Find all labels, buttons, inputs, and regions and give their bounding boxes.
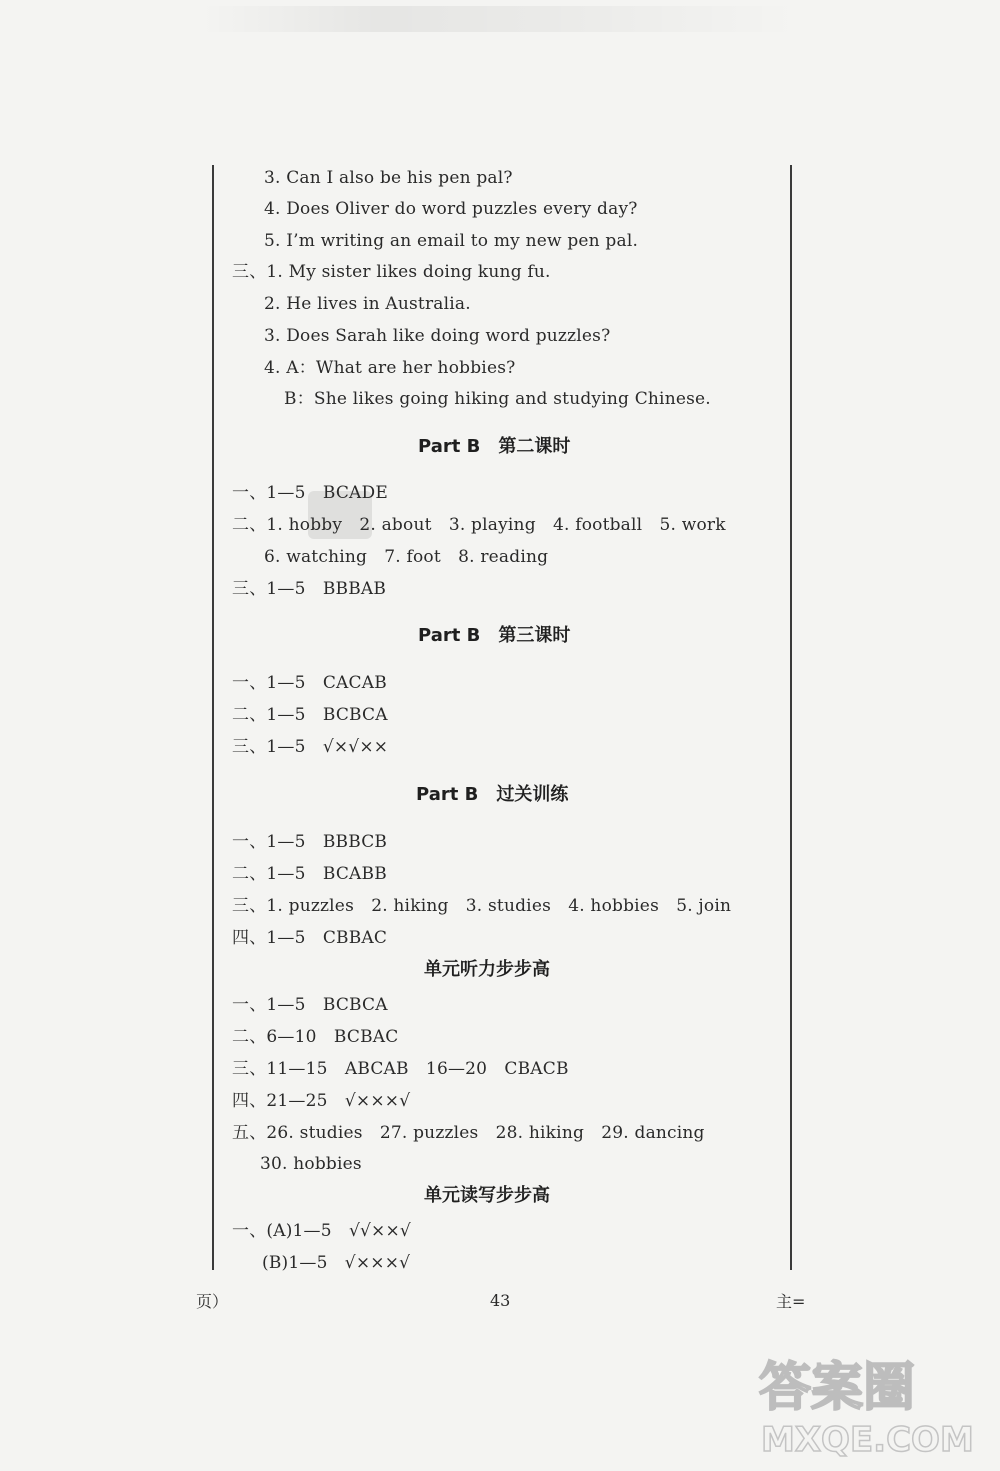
answer-line: 二、1. hobby 2. about 3. playing 4. football 5. work: [232, 515, 726, 535]
answer-line: 2. He lives in Australia.: [264, 294, 471, 314]
answer-line: 5. I’m writing an email to my new pen pal.: [264, 231, 639, 251]
heading-title: 过关训练: [496, 784, 569, 805]
answer-line: 3. Does Sarah like doing word puzzles?: [264, 326, 611, 346]
answer-line: 一、1—5 CACAB: [232, 673, 387, 693]
answer-line: 6. watching 7. foot 8. reading: [264, 547, 549, 567]
section-heading: 单元听力步步高: [424, 959, 550, 980]
answer-line: 五、26. studies 27. puzzles 28. hiking 29. dancing: [232, 1123, 705, 1143]
heading-part: Part B: [418, 436, 481, 457]
section-heading: [418, 435, 570, 459]
answer-line: 三、1. My sister likes doing kung fu.: [232, 262, 551, 282]
answer-line: 一、1—5 BBBCB: [232, 832, 388, 852]
answer-line: 三、1—5 √×√××: [232, 737, 389, 757]
answer-line: 4. Does Oliver do word puzzles every day?: [264, 199, 638, 219]
answer-line: 一、1—5 BCBCA: [232, 995, 388, 1015]
answer-line: 一、1—5 BCADE: [232, 483, 388, 503]
answer-line: 4. A：What are her hobbies?: [264, 358, 516, 378]
right-margin-rule: [790, 165, 792, 1270]
answer-line: 二、1—5 BCBCA: [232, 705, 388, 725]
watermark-svg: [751, 1343, 986, 1463]
section-heading: [418, 624, 570, 648]
answer-line: 四、21—25 √×××√: [232, 1091, 411, 1111]
footer-left: 页）: [196, 1292, 229, 1311]
answer-line: 二、6—10 BCBAC: [232, 1027, 399, 1047]
heading-title: 第二课时: [498, 436, 571, 457]
watermark-logo: [751, 1343, 986, 1463]
footer-right: 主=: [776, 1292, 806, 1311]
answer-line: 三、11—15 ABCAB 16—20 CBACB: [232, 1059, 569, 1079]
answer-line: 二、1—5 BCABB: [232, 864, 387, 884]
answer-line: 三、1—5 BBBAB: [232, 579, 387, 599]
watermark-cn-text: 答案圈: [759, 1358, 916, 1418]
answer-line: 一、(A)1—5 √√××√: [232, 1221, 411, 1241]
section-heading: [416, 783, 568, 807]
watermark-url-text: MXQE.COM: [761, 1420, 974, 1460]
heading-part: Part B: [416, 784, 479, 805]
answer-line: 三、1. puzzles 2. hiking 3. studies 4. hobbies 5. join: [232, 896, 732, 916]
section-heading: 单元读写步步高: [424, 1185, 550, 1206]
answer-line: 3. Can I also be his pen pal?: [264, 168, 513, 188]
heading-part: Part B: [418, 625, 481, 646]
answer-line: (B)1—5 √×××√: [262, 1253, 411, 1273]
heading-title: 第三课时: [498, 625, 571, 646]
answer-line: 30. hobbies: [260, 1154, 362, 1174]
scan-noise: [200, 6, 800, 32]
answer-line: 四、1—5 CBBAC: [232, 928, 388, 948]
answer-line: B：She likes going hiking and studying Chinese.: [284, 389, 711, 409]
left-margin-rule: [212, 165, 214, 1270]
page-number: 43: [490, 1291, 511, 1310]
